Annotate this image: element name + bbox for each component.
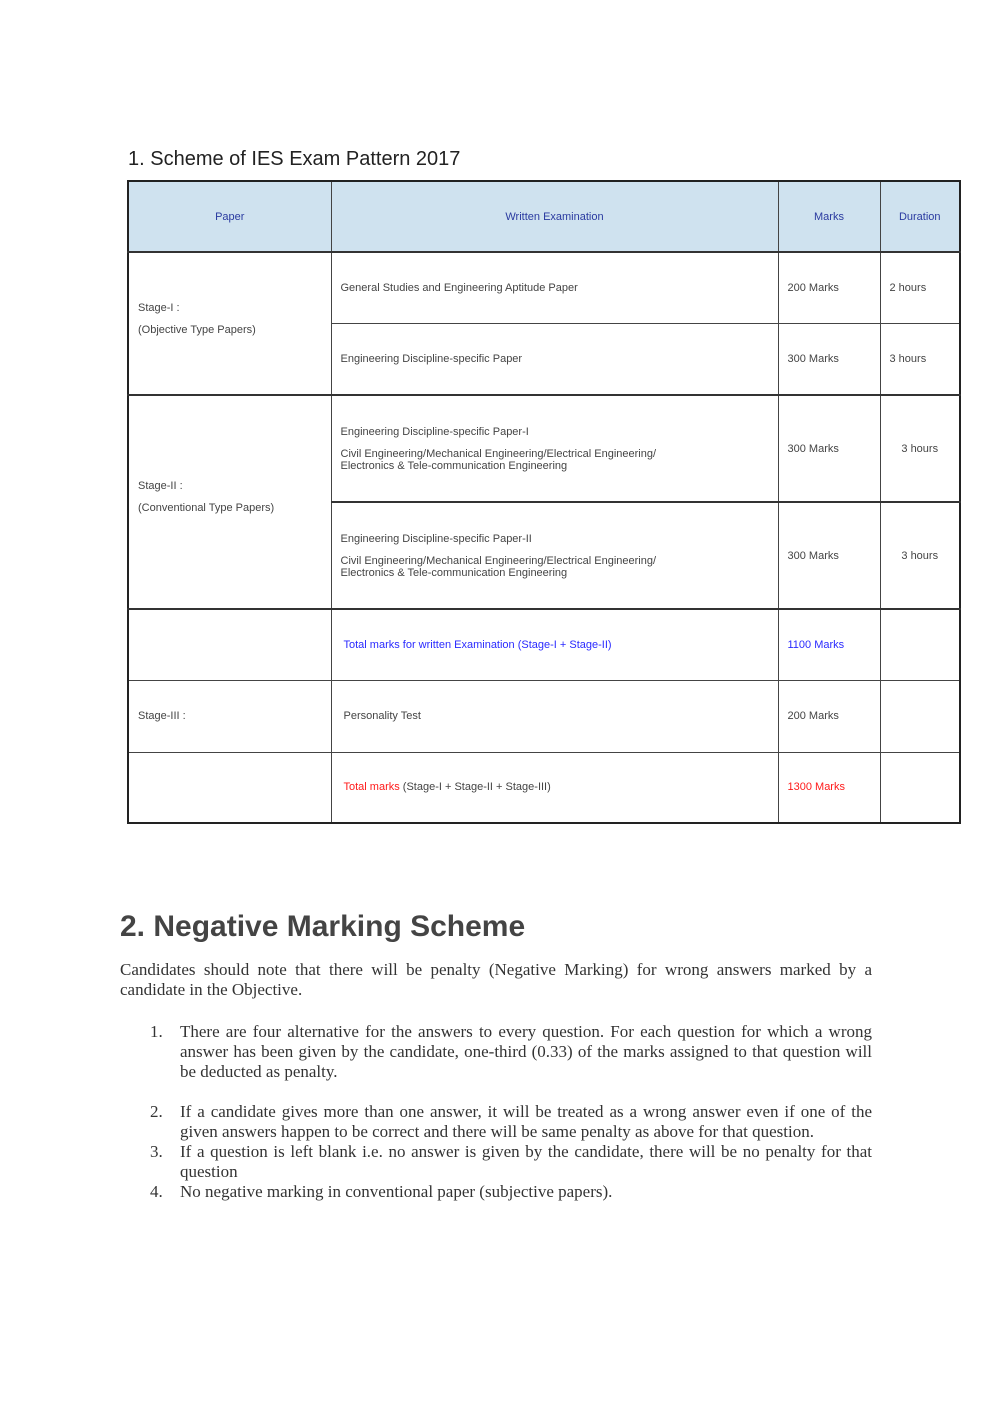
marks-cell: 300 Marks — [778, 395, 880, 502]
section-2-intro: Candidates should note that there will be penalty (Negative Marking) for wrong answers marked by a candidate in the Objective. — [120, 960, 872, 999]
marks-cell: 300 Marks — [778, 502, 880, 609]
list-number: 3. — [150, 1142, 163, 1161]
stage-3-row — [128, 680, 960, 752]
empty-cell — [880, 609, 960, 680]
written-total-marks: 1100 Marks — [778, 609, 880, 680]
duration-cell: 3 hours — [880, 395, 960, 502]
section-2-title: 2. Negative Marking Scheme — [120, 910, 526, 943]
duration-cell: 3 hours — [880, 323, 960, 395]
list-item — [150, 1142, 872, 1182]
list-number: 1. — [150, 1022, 163, 1041]
exam-detail: Civil Engineering/Mechanical Engineering/Electrical Engineering/ Electronics & Tele-communication Engineering — [340, 447, 657, 472]
marks-cell: 200 Marks — [778, 252, 880, 323]
header-marks: Marks — [778, 181, 880, 252]
negative-marking-list — [150, 1022, 872, 1202]
grand-total-row — [128, 752, 960, 823]
table-row — [128, 395, 960, 502]
stage-2-sub: (Conventional Type Papers) — [138, 502, 275, 514]
stage-2-label: Stage-II : — [138, 480, 183, 492]
marks-cell: 200 Marks — [778, 680, 880, 752]
exam-cell — [331, 502, 778, 609]
exam-cell: Personality Test — [331, 680, 778, 752]
header-duration: Duration — [880, 181, 960, 252]
empty-cell — [128, 752, 331, 823]
list-text: If a question is left blank i.e. no answer is given by the candidate, there will be no penalty for that question — [180, 1142, 872, 1181]
stage-2-cell — [128, 395, 331, 609]
duration-cell: 2 hours — [880, 252, 960, 323]
list-text: There are four alternative for the answers to every question. For each question for which a wrong answer has been given by the candidate, one-third (0.33) of the marks assigned to that question will be deducted as penalty. — [180, 1022, 872, 1081]
list-item — [150, 1102, 872, 1142]
section-1-title: 1. Scheme of IES Exam Pattern 2017 — [128, 148, 461, 170]
list-text: If a candidate gives more than one answer, it will be treated as a wrong answer even if one of the given answers happen to be correct and there will be same penalty as above for that question. — [180, 1102, 872, 1141]
marks-cell: 300 Marks — [778, 323, 880, 395]
grand-total-label-red: Total marks — [343, 781, 400, 794]
list-item — [150, 1022, 872, 1082]
empty-cell — [880, 752, 960, 823]
table-header-row — [128, 181, 960, 252]
exam-detail: Civil Engineering/Mechanical Engineering/Electrical Engineering/ Electronics & Tele-communication Engineering — [340, 554, 657, 579]
list-item — [150, 1182, 872, 1202]
stage-1-cell — [128, 252, 331, 395]
list-number: 2. — [150, 1102, 163, 1121]
written-total-label: Total marks for written Examination (Stage-I + Stage-II) — [331, 609, 778, 680]
header-written-examination: Written Examination — [331, 181, 778, 252]
exam-cell: General Studies and Engineering Aptitude Paper — [331, 252, 778, 323]
empty-cell — [128, 609, 331, 680]
exam-title: Engineering Discipline-specific Paper-II — [340, 532, 532, 545]
exam-pattern-table — [127, 180, 961, 824]
list-text: No negative marking in conventional paper (subjective papers). — [180, 1182, 613, 1201]
empty-cell — [880, 680, 960, 752]
exam-cell: Engineering Discipline-specific Paper — [331, 323, 778, 395]
written-total-row — [128, 609, 960, 680]
grand-total-label — [331, 752, 778, 823]
grand-total-label-rest: (Stage-I + Stage-II + Stage-III) — [399, 781, 551, 794]
stage-1-label: Stage-I : — [138, 301, 180, 314]
grand-total-marks: 1300 Marks — [778, 752, 880, 823]
stage-3-label: Stage-III : — [128, 680, 331, 752]
stage-1-sub: (Objective Type Papers) — [138, 323, 256, 336]
header-paper: Paper — [128, 181, 331, 252]
list-number: 4. — [150, 1182, 163, 1201]
duration-cell: 3 hours — [880, 502, 960, 609]
table-row — [128, 252, 960, 323]
exam-cell — [331, 395, 778, 502]
exam-title: Engineering Discipline-specific Paper-I — [340, 425, 529, 438]
